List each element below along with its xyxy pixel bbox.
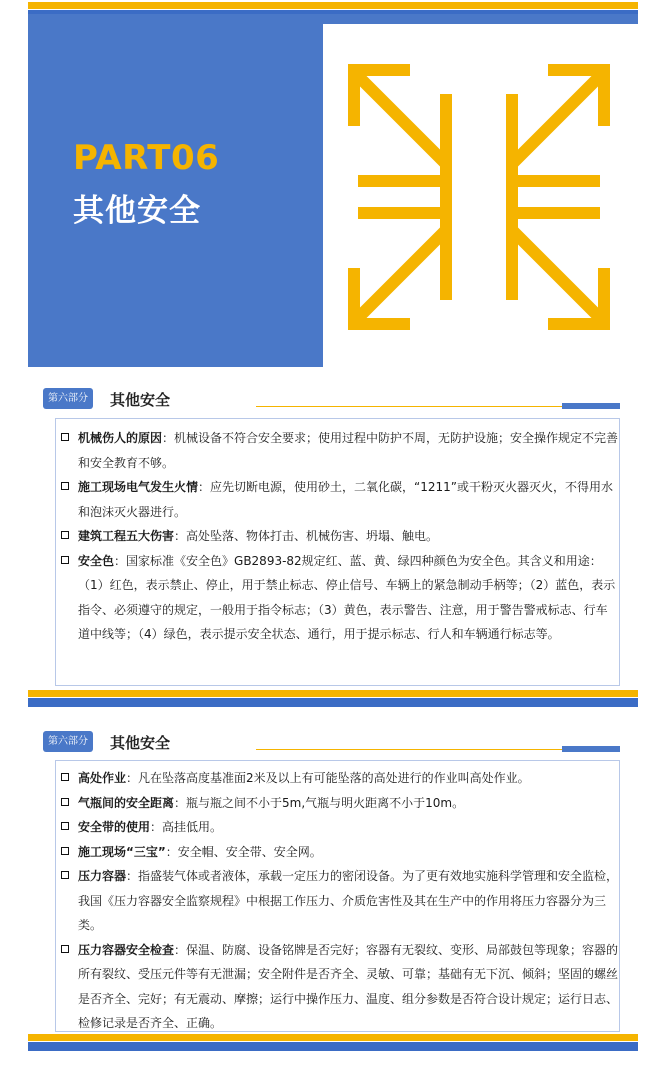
item-text: ：指盛装气体或者液体，承载一定压力的密闭设备。为了更有效地实施科学管理和安全监检，我国《压力容器安全监察规程》中根据工作压力、介质危害性及其在生产中的作用将压力容器分为三类。 bbox=[78, 869, 619, 932]
item-label: 安全带的使用 bbox=[78, 820, 151, 834]
item-label: 气瓶间的安全距离 bbox=[78, 795, 175, 810]
item-text: ：国家标准《安全色》GB2893-82规定红、蓝、黄、绿四种颜色为安全色。其含义和用途：（1）红色，表示禁止、停止，用于禁止标志、停止信号、车辆上的紧急制动手柄等；（2）蓝色，表示指令、必须遵守的规定，一般用于指令标志；（3）黄色，表示警告、注意，用于警告警戒标志、行车道中线等；（4）绿色，表示提示安全状态、通行，用于提示标志、行人和车辆通行标志等。 bbox=[78, 553, 616, 641]
item-label: 压力容器 bbox=[78, 869, 127, 883]
checkbox-square-icon bbox=[61, 798, 69, 806]
item-text: ：高挂低用。 bbox=[150, 820, 223, 834]
item-label: 施工现场电气发生火情 bbox=[78, 480, 199, 494]
arrows-logo-icon bbox=[348, 64, 610, 330]
footer-yellow-bar bbox=[28, 690, 638, 697]
list-item bbox=[60, 815, 619, 840]
section-heading: 其他安全 bbox=[110, 391, 171, 409]
footer-blue-bar bbox=[28, 1042, 638, 1051]
heading-accent-bar bbox=[562, 746, 620, 752]
cover-top-yellow-bar bbox=[28, 2, 638, 9]
list-item bbox=[60, 426, 619, 475]
item-text: ：凡在坠落高度基准面2米及以上有可能坠落的高处进行的作业叫高处作业。 bbox=[126, 771, 530, 785]
list-item bbox=[60, 766, 619, 791]
list-item bbox=[60, 549, 619, 647]
list-item bbox=[60, 864, 619, 938]
checkbox-square-icon bbox=[61, 482, 69, 490]
list-item bbox=[60, 475, 619, 524]
checkbox-square-icon bbox=[61, 822, 69, 830]
list-item bbox=[60, 791, 619, 816]
item-text: ：高处坠落、物体打击、机械伤害、坍塌、触电。 bbox=[174, 529, 439, 543]
checkbox-square-icon bbox=[61, 531, 69, 539]
section-heading: 其他安全 bbox=[110, 734, 171, 752]
item-text: ：瓶与瓶之间不小于5m,气瓶与明火距离不小于10m。 bbox=[174, 795, 465, 810]
item-label: 施工现场“三宝” bbox=[78, 844, 166, 859]
item-text: ：保温、防腐、设备铭牌是否完好；容器有无裂纹、变形、局部鼓包等现象；容器的所有裂纹、受压元件等有无泄漏；安全附件是否齐全、灵敏、可靠；基础有无下沉、倾斜；坚固的螺丝是否齐全、完好；有无震动、摩擦；运行中操作压力、温度、组分参数是否符合设计规定；运行日志、检修记录是否齐全、正确。 bbox=[78, 942, 619, 1030]
item-text: ：安全帽、安全带、安全网。 bbox=[165, 844, 322, 859]
section-tag: 第六部分 bbox=[43, 388, 93, 409]
checkbox-square-icon bbox=[61, 556, 69, 564]
list-item bbox=[60, 840, 619, 865]
checkbox-square-icon bbox=[61, 871, 69, 879]
checkbox-square-icon bbox=[61, 433, 69, 441]
checkbox-square-icon bbox=[61, 847, 69, 855]
item-label: 机械伤人的原因 bbox=[78, 431, 163, 445]
cover-part-label: PART06 bbox=[73, 138, 220, 178]
item-label: 建筑工程五大伤害 bbox=[78, 529, 175, 543]
list-item bbox=[60, 938, 619, 1036]
cover-top-strip bbox=[323, 14, 638, 24]
content-box bbox=[55, 760, 620, 1032]
checkbox-square-icon bbox=[61, 773, 69, 781]
item-text: ：机械设备不符合安全要求；使用过程中防护不周，无防护设施；安全操作规定不完善和安全教育不够。 bbox=[78, 431, 619, 470]
item-text: ：应先切断电源，使用砂土，二氧化碳，“1211”或干粉灭火器灭火，不得用水和泡沫灭火器进行。 bbox=[78, 480, 613, 519]
footer-blue-bar bbox=[28, 698, 638, 707]
item-label: 安全色 bbox=[78, 553, 115, 568]
item-label: 压力容器安全检查 bbox=[78, 942, 175, 957]
list-item bbox=[60, 524, 619, 549]
content-box bbox=[55, 418, 620, 686]
checkbox-square-icon bbox=[61, 945, 69, 953]
cover-title: 其他安全 bbox=[73, 193, 201, 229]
heading-accent-bar bbox=[562, 403, 620, 409]
footer-yellow-bar bbox=[28, 1034, 638, 1041]
item-label: 高处作业 bbox=[78, 771, 127, 785]
section-tag: 第六部分 bbox=[43, 731, 93, 752]
